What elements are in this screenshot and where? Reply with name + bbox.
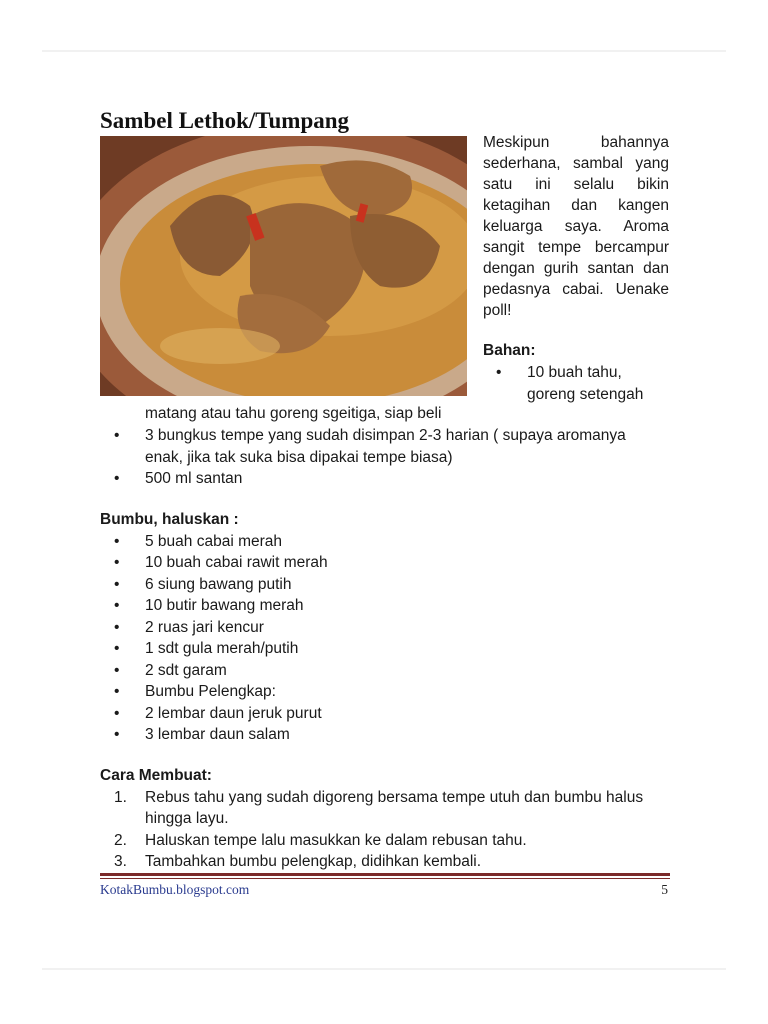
step-number: 3.: [114, 853, 127, 870]
bumbu-item-text: Bumbu Pelengkap:: [145, 683, 276, 700]
page-top-edge: [42, 50, 726, 52]
list-item: [100, 638, 660, 660]
bumbu-heading: Bumbu, haluskan :: [100, 511, 239, 528]
bumbu-item-text: 2 ruas jari kencur: [145, 618, 264, 636]
list-bullet: •: [496, 364, 502, 381]
recipe-intro: Meskipun bahannya sederhana, sambal yang satu ini selalu bikin ketagihan dan kangen keluarga saya. Aroma sangit tempe bercampur dengan gurih santan dan pedasnya cabai. Uenake poll!: [483, 134, 669, 319]
bumbu-item-text: 6 siung bawang putih: [145, 575, 292, 593]
list-bullet: •: [114, 640, 120, 657]
step-number: 1.: [114, 788, 127, 806]
step-number: 2.: [114, 831, 127, 849]
page-number: 5: [661, 882, 668, 897]
list-item: [100, 681, 660, 703]
step-item: [100, 830, 660, 852]
bahan-item-text: 500 ml santan: [145, 470, 243, 487]
step-text: Haluskan tempe lalu masukkan ke dalam rebusan tahu.: [145, 831, 527, 849]
list-bullet: •: [114, 532, 120, 550]
list-bullet: •: [114, 597, 120, 614]
cara-heading: Cara Membuat:: [100, 767, 212, 784]
bumbu-item-text: 3 lembar daun salam: [145, 726, 290, 743]
list-bullet: •: [114, 661, 120, 679]
list-item: [100, 703, 660, 725]
list-bullet: •: [114, 704, 120, 722]
list-bullet: •: [114, 470, 120, 487]
list-bullet: •: [114, 554, 120, 571]
list-bullet: •: [114, 427, 120, 444]
bumbu-item-text: 10 butir bawang merah: [145, 597, 304, 614]
footer-site: KotakBumbu.blogspot.com: [100, 882, 250, 897]
step-item: [100, 787, 660, 830]
recipe-photo: [100, 136, 467, 396]
page-bottom-edge: [42, 968, 726, 970]
bumbu-item-text: 5 buah cabai merah: [145, 532, 283, 550]
step-text: Rebus tahu yang sudah digoreng bersama tempe utuh dan bumbu halus hingga layu.: [145, 788, 644, 827]
footer-rule-thin: [100, 878, 670, 879]
bahan-list: [100, 425, 660, 490]
bahan-item-text-continued: matang atau tahu goreng sgeitiga, siap beli: [145, 405, 442, 422]
list-item: [100, 724, 660, 746]
list-bullet: •: [114, 683, 120, 700]
list-item: [100, 660, 660, 682]
footer-rule: [100, 873, 670, 876]
list-item: [100, 595, 660, 617]
list-item: [100, 425, 660, 468]
cara-section: [100, 765, 660, 873]
list-bullet: •: [114, 726, 120, 743]
list-item: [100, 617, 660, 639]
list-bullet: •: [114, 618, 120, 636]
bumbu-item-text: 1 sdt gula merah/putih: [145, 640, 299, 657]
bahan-item-text: 10 buah tahu, goreng setengah: [527, 364, 644, 403]
list-item: [100, 574, 660, 596]
list-item: [100, 468, 660, 490]
recipe-title: Sambel Lethok/Tumpang: [100, 108, 350, 133]
list-item: [100, 552, 660, 574]
bumbu-item-text: 2 lembar daun jeruk purut: [145, 704, 322, 722]
bahan-heading: Bahan:: [483, 342, 536, 359]
bahan-item-text: 3 bungkus tempe yang sudah disimpan 2-3 harian ( supaya aromanya enak, jika tak suka bisa dipakai tempe biasa): [145, 427, 626, 466]
step-text: Tambahkan bumbu pelengkap, didihkan kembali.: [145, 853, 482, 870]
bumbu-item-text: 10 buah cabai rawit merah: [145, 554, 328, 571]
list-bullet: •: [114, 575, 120, 593]
bumbu-item-text: 2 sdt garam: [145, 661, 227, 679]
bumbu-section: [100, 509, 660, 746]
list-item: [100, 531, 660, 553]
step-item: [100, 851, 660, 873]
